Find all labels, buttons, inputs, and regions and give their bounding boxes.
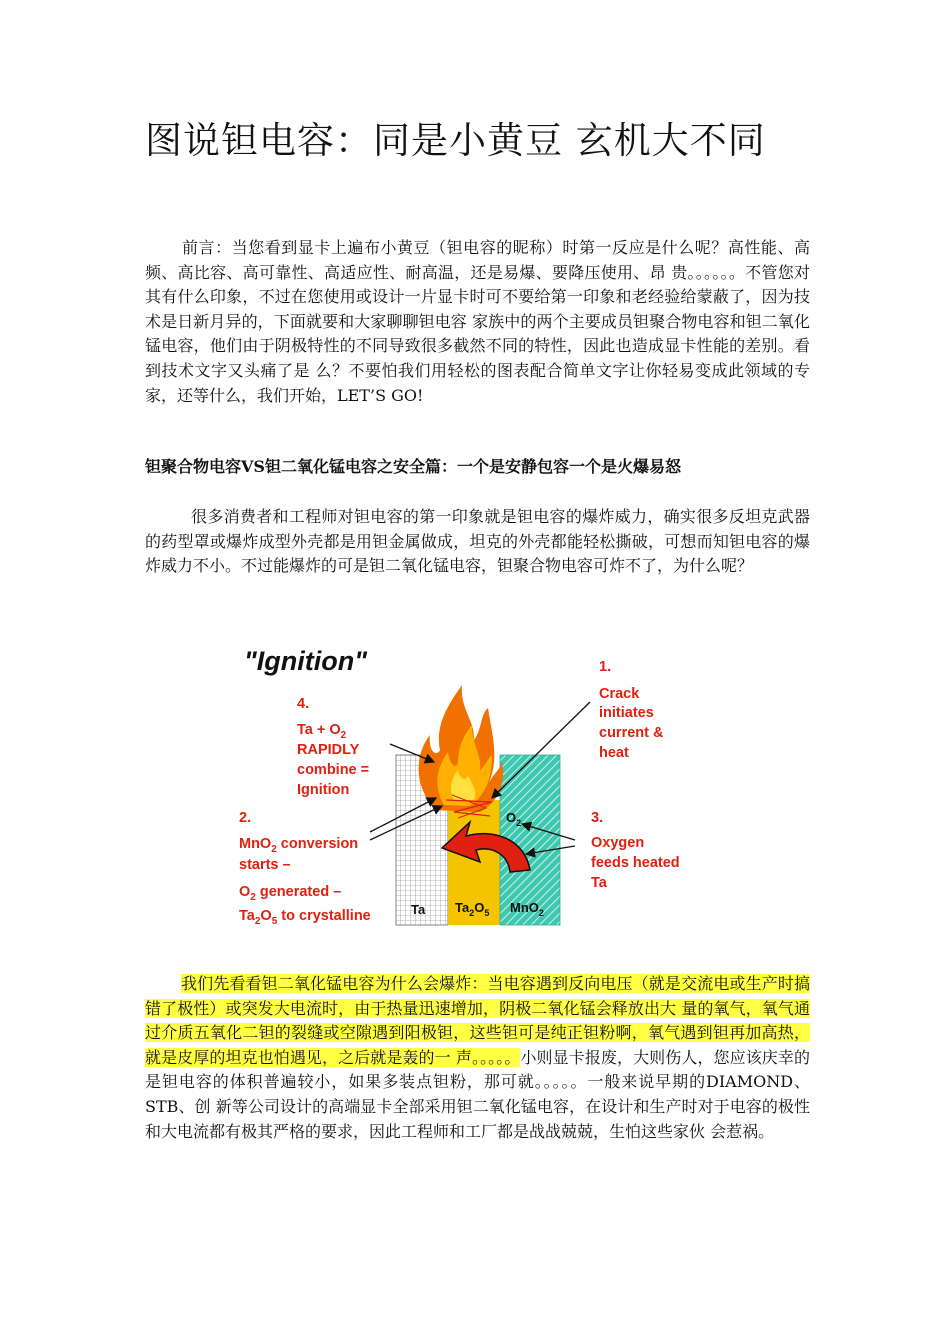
label-1-line: heat [599, 745, 629, 761]
label-3-line: Ta [591, 875, 607, 891]
label-4-number: 4. [297, 696, 310, 712]
explode-paragraph [145, 972, 810, 1144]
flame-icon [419, 685, 503, 818]
page-title: 图说钽电容：同是小黄豆 玄机大不同 [145, 119, 766, 162]
highlighted-text: 我们先看看钽二氧化锰电容为什么会爆炸：当电容遇到反向电压（就是交流电或生产时搞错了极性）或突发大电流时，由于热量迅速增加，阴极二氧化锰会释放出大 量的氧气，氧气通过介质五氧化二钽的裂缝或空隙遇到阳极钽，这些钽可是纯正钽粉啊，氧气遇到钽再加高热，就是皮厚的坦克也怕遇见，之后就是轰的一 声。。。。。 [145, 974, 810, 1067]
diagram-title: "Ignition" [244, 646, 368, 676]
label-2-line: MnO$_2$ conversion [239, 836, 359, 855]
label-2-line: starts – [239, 857, 291, 873]
label-3-line: Oxygen [591, 835, 645, 851]
o2-label: $O_2$ [506, 810, 522, 828]
label-2-line: $Ta_2O_5$ to crystalline [239, 908, 371, 927]
label-4-line: combine = [297, 762, 370, 778]
intro-paragraph: 前言：当您看到显卡上遍布小黄豆（钽电容的昵称）时第一反应是什么呢？高性能、高频、高比容、高可靠性、高适应性、耐高温，还是易爆、要降压使用、昂 贵。。。。。。不管您对其有什么印象，不过在您使用或设计一片显卡时可不要给第一印象和老经验给蒙蔽了，因为技术是日新月异的，下面就要和大家聊聊钽电容 家族中的两个主要成员钽聚合物电容和钽二氧化锰电容，他们由于阴极特性的不同导致很多截然不同的特性，因此也造成显卡性能的差别。看到技术文字又头痛了是 么？不要怕我们用轻松的图表配合简单文字让你轻易变成此领域的专家，还等什么，我们开始，LET’S GO! [145, 238, 810, 405]
label-4-line: RAPIDLY [297, 742, 360, 758]
layer-label-ta: Ta [411, 902, 426, 917]
label-2-number: 2. [239, 810, 252, 826]
label-4-line: Ignition [297, 782, 350, 798]
label-2-line: $O_2$ generated – [239, 884, 342, 903]
label-1-line: current & [599, 725, 664, 741]
ignition-diagram [230, 640, 710, 940]
layer-label-ta2o5: $Ta_2O_5$ [455, 900, 490, 918]
section-heading: 钽聚合物电容VS钽二氧化锰电容之安全篇：一个是安静包容一个是火爆易怒 [145, 457, 681, 476]
label-1-line: initiates [599, 705, 654, 721]
safety-paragraph: 很多消费者和工程师对钽电容的第一印象就是钽电容的爆炸威力，确实很多反坦克武器的药型罩或爆炸成型外壳都是用钽金属做成，坦克的外壳都能轻松撕破，可想而知钽电容的爆炸威力不小。不过能爆炸的可是钽二氧化锰电容，钽聚合物电容可炸不了，为什么呢？ [145, 507, 810, 576]
label-4-line: $Ta + O_2$ [297, 722, 347, 741]
label-1-number: 1. [599, 659, 612, 675]
label-3-line: feeds heated [591, 855, 680, 871]
paragraph-text: 小则显卡报废，大则伤人，您应该庆幸的是钽电容的体积普遍较小，如果多装点钽粉，那可就。。。。。一般来说早期的DIAMOND、STB、创 新等公司设计的高端显卡全部采用钽二氧化锰电容，在设计和生产时对于电容的极性和大电流都有极其严格的要求，因此工程师和工厂都是战战兢兢，生怕这些家伙 会惹祸。 [145, 1047, 810, 1141]
label-3-number: 3. [591, 810, 604, 826]
layer-label-mno2: MnO$_2$ [510, 900, 544, 918]
label-1-line: Crack [599, 686, 640, 702]
